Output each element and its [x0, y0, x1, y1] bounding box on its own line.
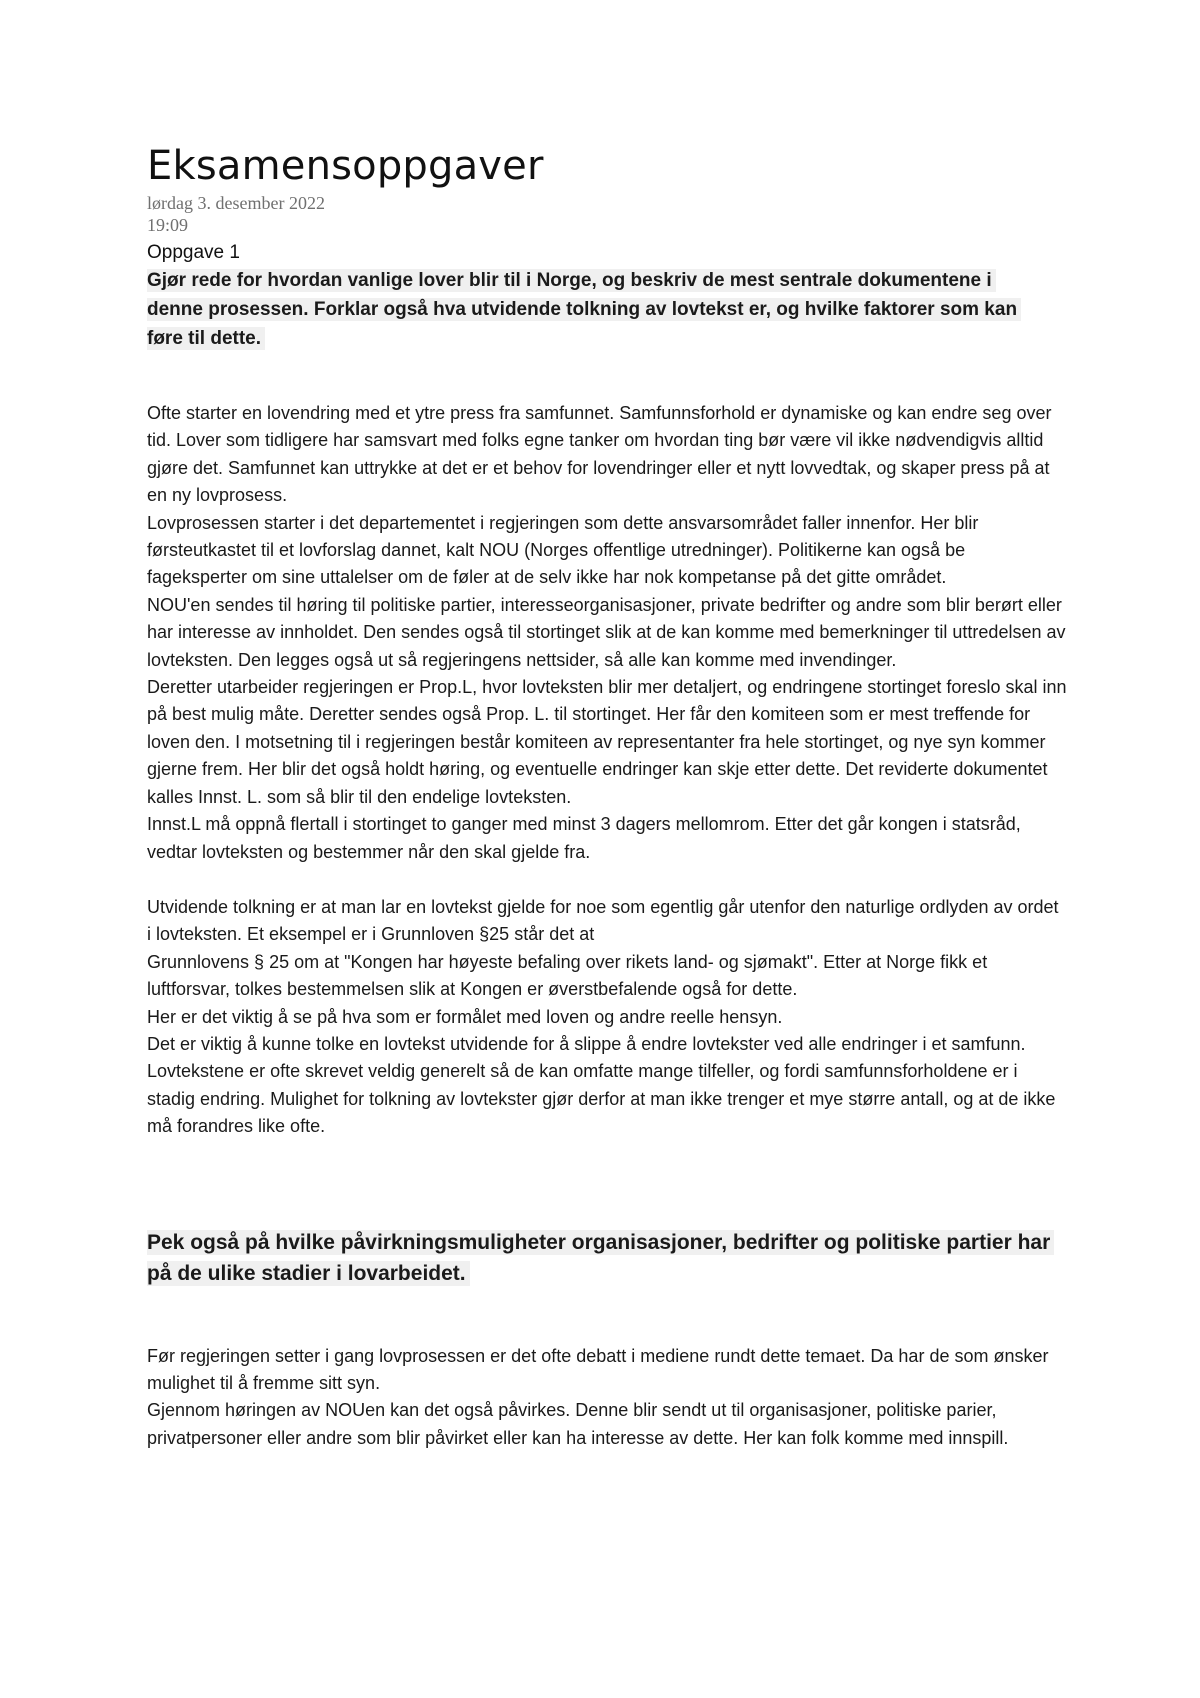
answer-paragraph: Her er det viktig å se på hva som er formålet med loven og andre reelle hensyn. — [147, 1006, 783, 1027]
date-stamp: lørdag 3. desember 2022 — [147, 193, 325, 213]
answer-paragraph: Før regjeringen setter i gang lovprosessen er det ofte debatt i mediene rundt dette temaet. Da har de som ønsker mulighet til å fremme sitt syn. — [147, 1345, 1049, 1393]
answer-paragraph: Innst.L må oppnå flertall i stortinget to ganger med minst 3 dagers mellomrom. Etter det går kongen i statsråd, vedtar lovteksten og bestemmer når den skal gjelde fra. — [147, 814, 1021, 862]
question-2-text: Pek også på hvilke påvirkningsmuligheter organisasjoner, bedrifter og politiske partier har på de ulike stadier i lovarbeidet. — [147, 1230, 1054, 1286]
question-2 — [147, 1227, 1067, 1289]
answer-paragraph: Lovprosessen starter i det departementet i regjeringen som dette ansvarsområdet faller innenfor. Her blir førsteutkastet til et lovforslag dannet, kalt NOU (Norges offentlige utredninger). Politikerne kan også be fageksperter om sine uttalelser om de føler at de selv ikke har nok kompetanse på det gitte området. — [147, 512, 979, 588]
document-content — [147, 140, 1067, 1452]
task-label: Oppgave 1 — [147, 242, 240, 263]
answer-3 — [147, 1343, 1067, 1453]
page-title: Eksamensoppgaver — [147, 143, 544, 189]
answer-paragraph: Gjennom høringen av NOUen kan det også påvirkes. Denne blir sendt ut til organisasjoner, politiske parier, privatpersoner eller andre som blir påvirket eller kan ha interesse av dette. Her kan folk komme med innspill. — [147, 1400, 1009, 1448]
question-1-text: Gjør rede for hvordan vanlige lover blir til i Norge, og beskriv de mest sentrale dokumentene i denne prosessen. Forklar også hva utvidende tolkning av lovtekst er, og hvilke faktorer som kan føre til dette. — [147, 269, 1021, 350]
answer-paragraph: Det er viktig å kunne tolke en lovtekst utvidende for å slippe å endre lovtekster ved alle endringer i et samfunn. Lovtekstene er ofte skrevet veldig generelt så de kan omfatte mange tilfeller, og fordi samfunnsforholdene er i stadig endring. Mulighet for tolkning av lovtekster gjør derfor at man ikke trenger et mye større antall, og at de ikke må forandres like ofte. — [147, 1033, 1056, 1137]
answer-paragraph: Ofte starter en lovendring med et ytre press fra samfunnet. Samfunnsforhold er dynamiske og kan endre seg over tid. Lover som tidligere har samsvart med folks egne tanker om hvordan ting bør være vil ikke nødvendigvis alltid gjøre det. Samfunnet kan uttrykke at det er et behov for lovendringer eller et nytt lovvedtak, og skaper press på at en ny lovprosess. — [147, 403, 1052, 506]
answer-paragraph: NOU'en sendes til høring til politiske partier, interesseorganisasjoner, private bedrifter og andre som blir berørt eller har interesse av innholdet. Den sendes også til stortinget slik at de kan komme med bemerkninger til uttredelsen av lovteksten. Den legges også ut så regjeringens nettsider, så alle kan komme med invendinger. — [147, 594, 1066, 670]
answer-2 — [147, 894, 1067, 1141]
answer-1 — [147, 400, 1067, 866]
question-1 — [147, 266, 1047, 353]
answer-paragraph: Deretter utarbeider regjeringen er Prop.L, hvor lovteksten blir mer detaljert, og endringene stortinget foreslo skal inn på best mulig måte. Deretter sendes også Prop. L. til stortinget. Her får den komiteen som er mest treffende for loven den. I motsetning til i regjeringen består komiteen av representanter fra hele stortinget, og nye syn kommer gjerne frem. Her blir det også holdt høring, og eventuelle endringer kan skje etter dette. Det reviderte dokumentet kalles Innst. L. som så blir til den endelige lovteksten. — [147, 677, 1067, 807]
answer-paragraph: Grunnlovens § 25 om at "Kongen har høyeste befaling over rikets land- og sjømakt". Etter at Norge fikk et luftforsvar, tolkes bestemmelsen slik at Kongen er øverstbefalende også for dette. — [147, 951, 988, 1000]
time-stamp: 19:09 — [147, 215, 189, 235]
answer-paragraph: Utvidende tolkning er at man lar en lovtekst gjelde for noe som egentlig går utenfor den naturlige ordlyden av ordet i lovteksten. Et eksempel er i Grunnloven §25 står det at — [147, 896, 1059, 945]
